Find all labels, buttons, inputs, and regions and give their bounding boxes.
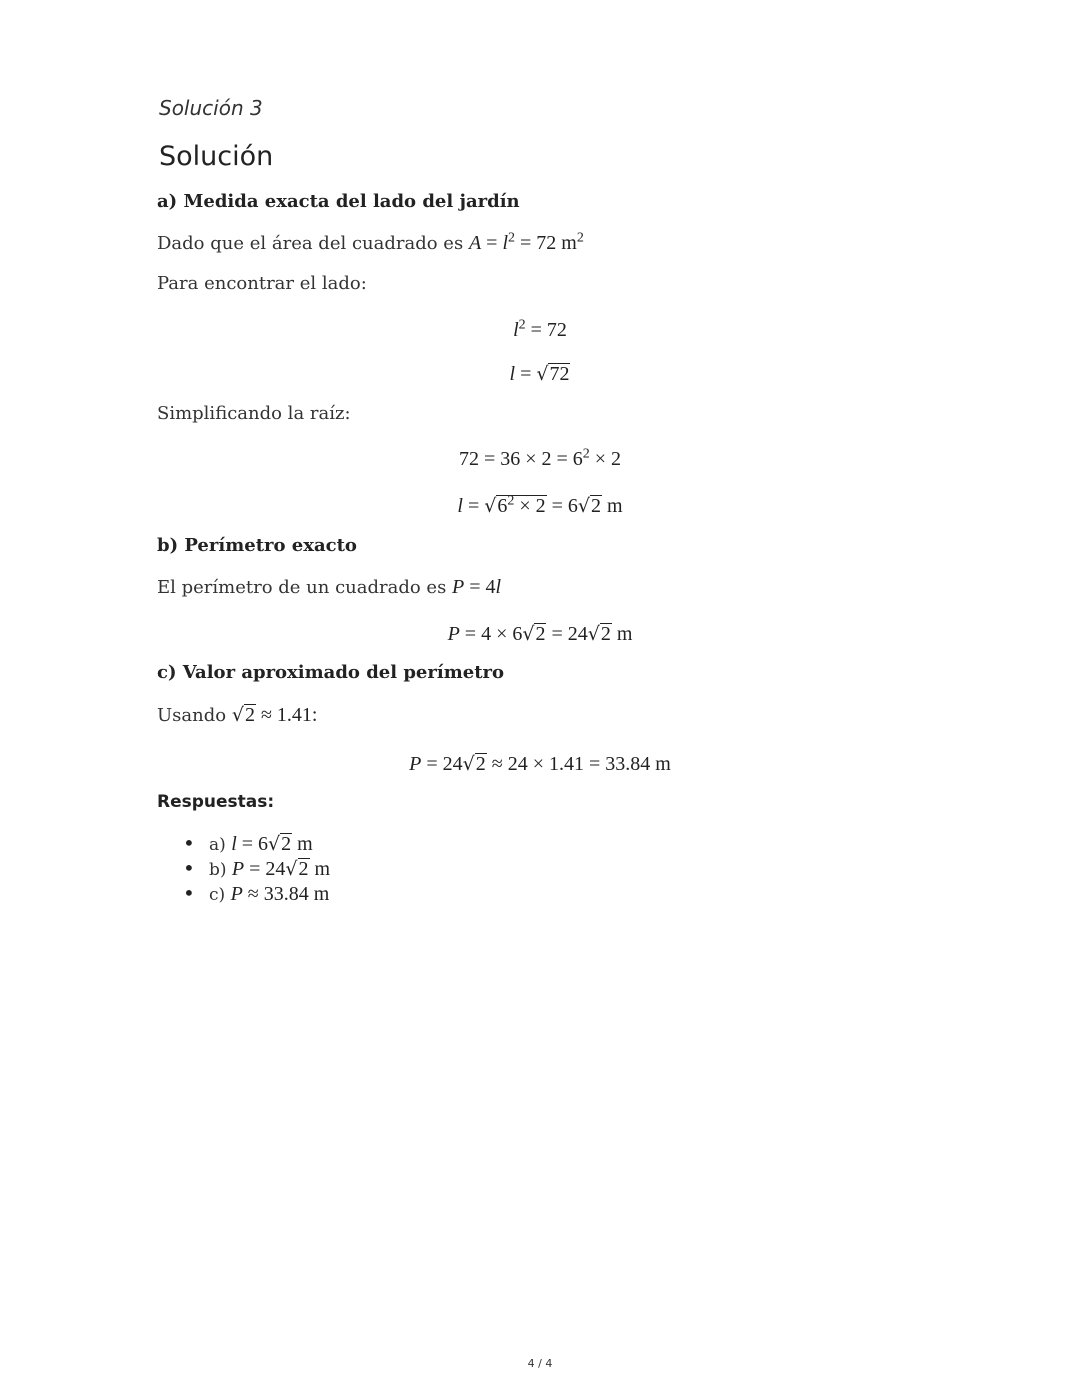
equation-perimeter-approx: P = 24√2 ≈ 24 × 1.41 = 33.84 m	[409, 753, 671, 775]
list-item: • a) l = 6√2 m	[183, 833, 330, 858]
paragraph-area-text: Dado que el área del cuadrado es	[157, 233, 464, 254]
area-formula: $A = l^2 = 72$ $m^2$	[468, 230, 584, 254]
heading-section-b: b) Perímetro exacto	[157, 535, 357, 556]
equation-l-simplified: $l = √6^2 \times 2 = 6√2$ m	[457, 493, 623, 517]
equation-factor-72: $72 = 36 \times 2 = 6^2 \times 2$	[458, 446, 622, 470]
heading-section-a: a) Medida exacta del lado del jardín	[157, 191, 520, 212]
paragraph-perimeter: El perímetro de un cuadrado es P = 4l	[157, 576, 502, 598]
paragraph-find-side: Para encontrar el lado:	[157, 273, 367, 294]
paragraph-simplify: Simplificando la raíz:	[157, 403, 351, 424]
page-title: Solución	[159, 141, 274, 172]
page-number: 4 / 4	[527, 1357, 553, 1370]
paragraph-perimeter-text: El perímetro de un cuadrado es	[157, 577, 447, 598]
paragraph-approx-text: Usando	[157, 705, 227, 726]
equation-perimeter-exact: P = 4 × 6√2 = 24√2 m	[447, 623, 633, 645]
paragraph-area	[157, 232, 584, 255]
heading-answers: Respuestas:	[157, 792, 275, 812]
list-item: • c) P ≈ 33.84 m	[183, 883, 330, 908]
heading-section-c: c) Valor aproximado del perímetro	[157, 662, 504, 683]
paragraph-approx: Usando √2 ≈ 1.41:	[157, 704, 318, 726]
equation-l-sqrt72: l = √72	[509, 363, 570, 385]
solution-number-title: Solución 3	[159, 96, 263, 120]
answers-list	[183, 833, 330, 908]
list-item: • b) P = 24√2 m	[183, 858, 330, 883]
equation-l-squared: $l^2 = 72$	[513, 317, 567, 341]
